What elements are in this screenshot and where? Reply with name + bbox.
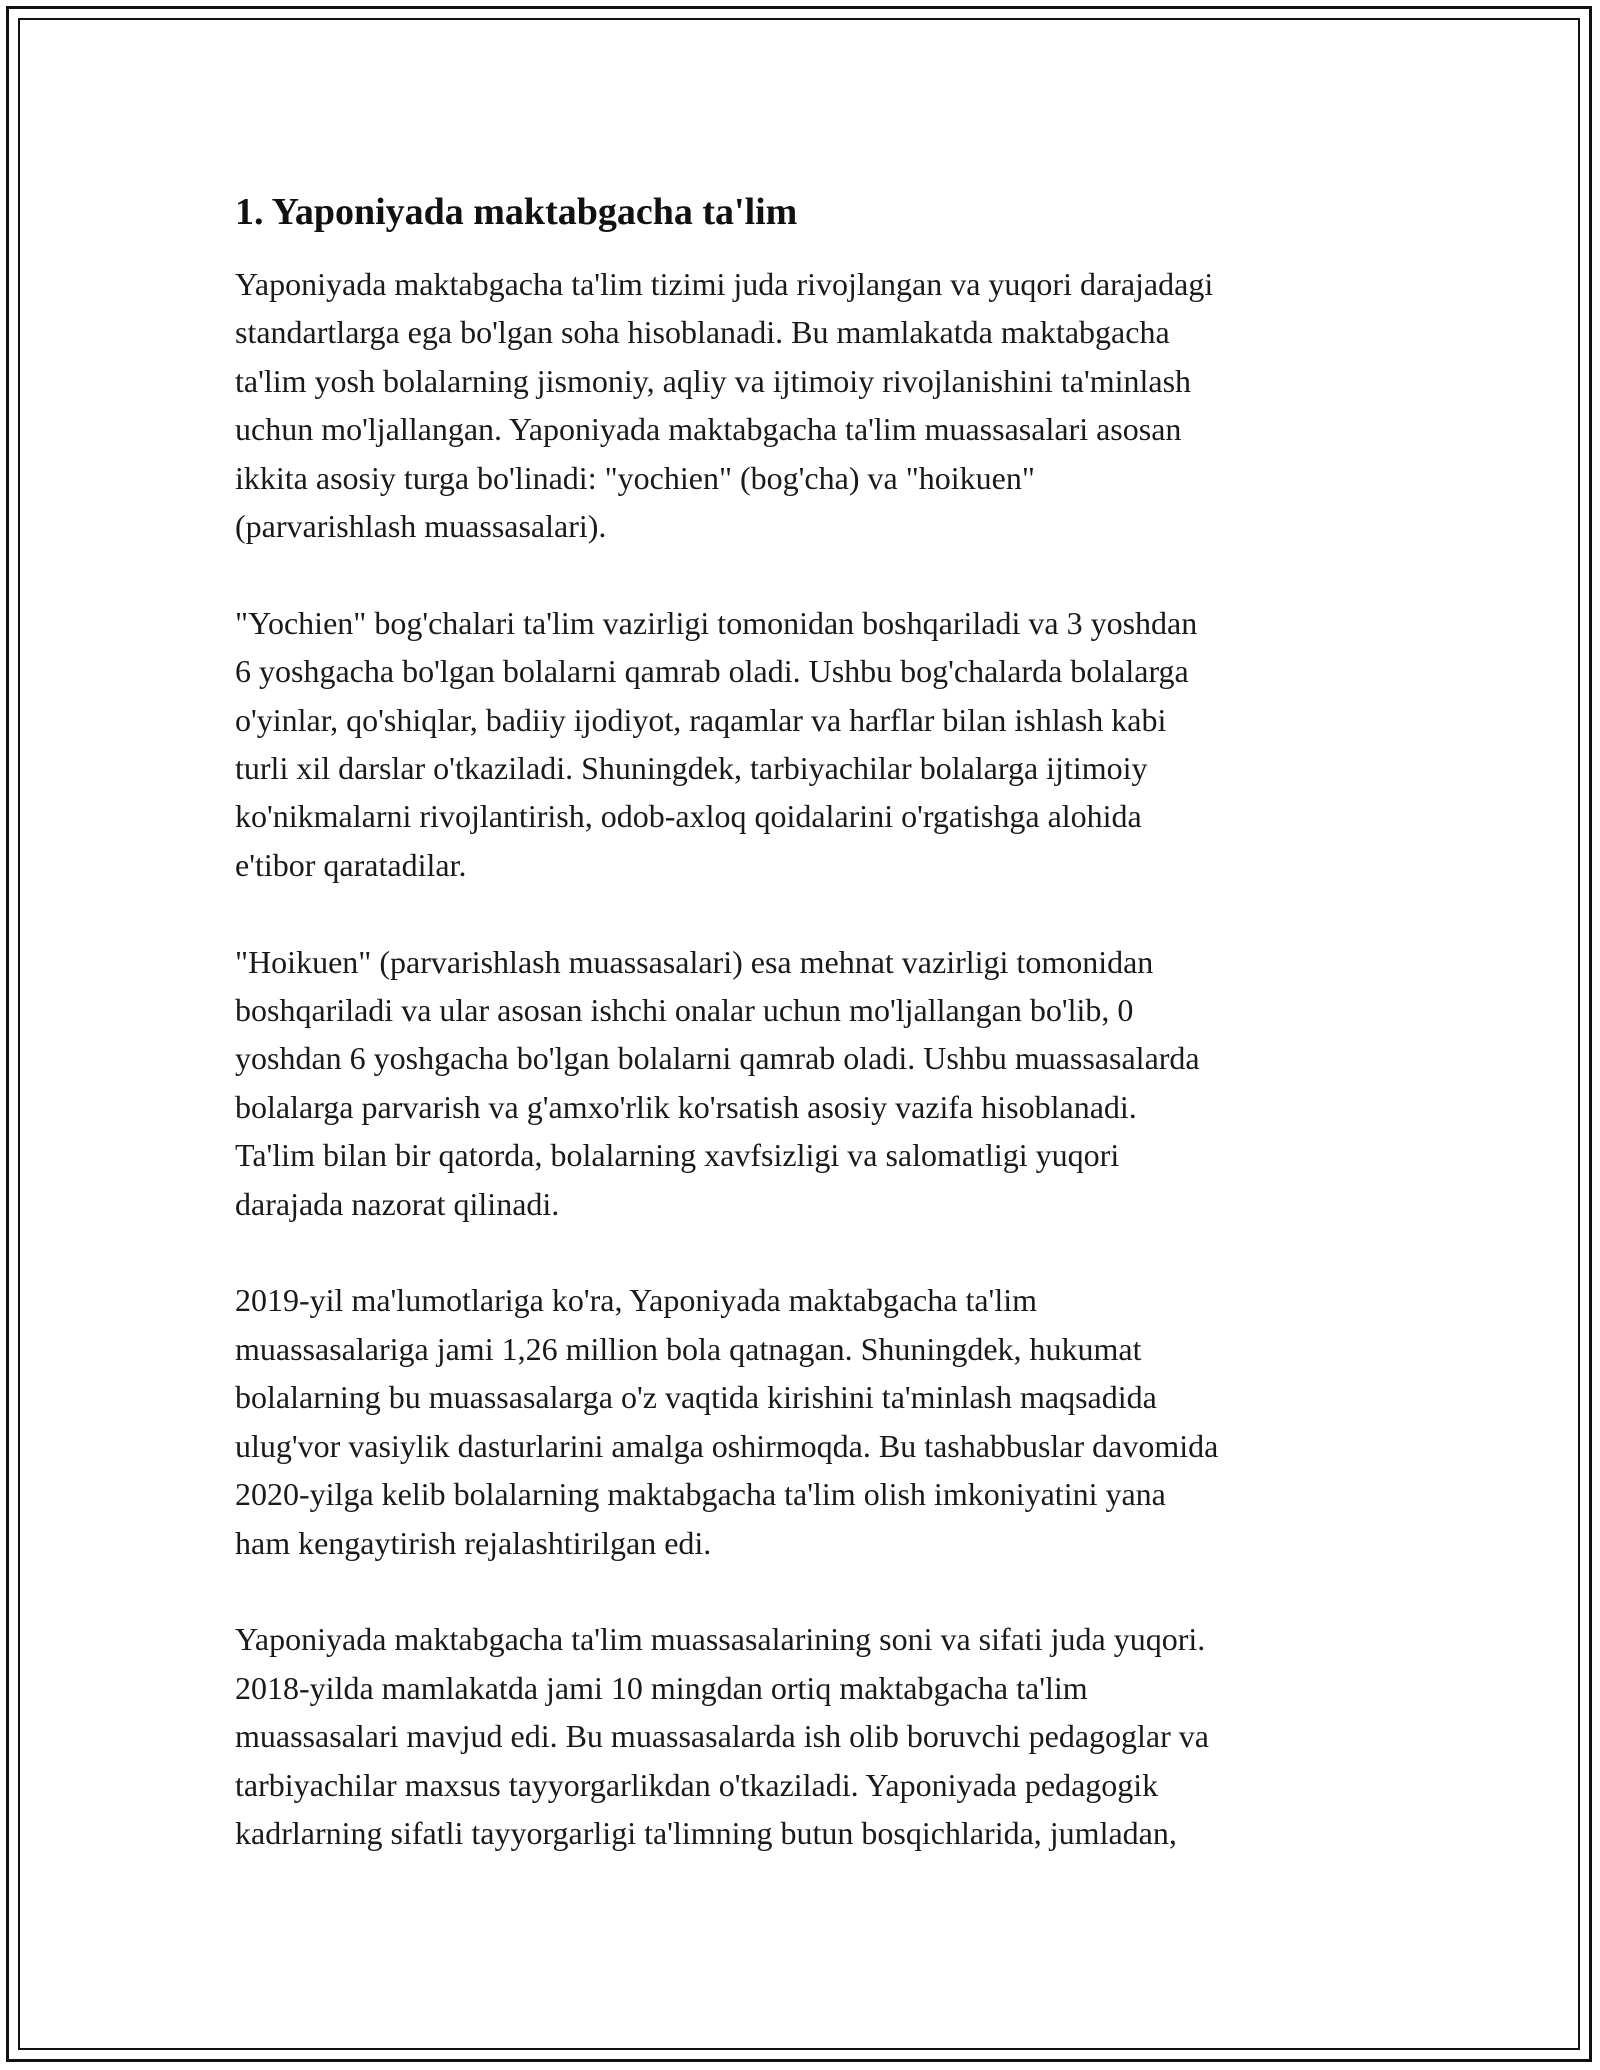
text-line: ta'lim yosh bolalarning jismoniy, aqliy va ijtimoiy rivojlanishini ta'minlash bbox=[235, 362, 1192, 399]
text-line: 2019-yil ma'lumotlariga ko'ra, Yaponiyada maktabgacha ta'lim bbox=[235, 1282, 1037, 1319]
text-line: Yaponiyada maktabgacha ta'lim muassasalarining soni va sifati juda yuqori. bbox=[235, 1621, 1206, 1658]
text-line: yoshdan 6 yoshgacha bo'lgan bolalarni qamrab oladi. Ushbu muassasalarda bbox=[235, 1040, 1200, 1077]
document-body bbox=[235, 184, 1395, 1906]
text-line: uchun mo'ljallangan. Yaponiyada maktabgacha ta'lim muassasalari asosan bbox=[235, 411, 1182, 448]
text-line: bolalarning bu muassasalarga o'z vaqtida kirishini ta'minlash maqsadida bbox=[235, 1379, 1157, 1416]
text-line: 2020-yilga kelib bolalarning maktabgacha ta'lim olish imkoniyatini yana bbox=[235, 1476, 1166, 1513]
text-line: darajada nazorat qilinadi. bbox=[235, 1185, 560, 1222]
section-heading: 1. Yaponiyada maktabgacha ta'lim bbox=[235, 191, 798, 233]
text-line: muassasalari mavjud edi. Bu muassasalarda ish olib boruvchi pedagoglar va bbox=[235, 1718, 1209, 1755]
paragraph-1 bbox=[235, 260, 1395, 550]
text-line: (parvarishlash muassasalari). bbox=[235, 508, 607, 545]
text-line: ulug'vor vasiylik dasturlarini amalga oshirmoqda. Bu tashabbuslar davomida bbox=[235, 1427, 1219, 1464]
text-line: 2018-yilda mamlakatda jami 10 mingdan ortiq maktabgacha ta'lim bbox=[235, 1669, 1088, 1706]
paragraph-3 bbox=[235, 938, 1395, 1228]
text-line: Yaponiyada maktabgacha ta'lim tizimi juda rivojlangan va yuqori darajadagi bbox=[235, 266, 1214, 302]
text-line: boshqariladi va ular asosan ishchi onalar uchun mo'ljallangan bo'lib, 0 bbox=[235, 992, 1134, 1029]
text-line: 6 yoshgacha bo'lgan bolalarni qamrab oladi. Ushbu bog'chalarda bolalarga bbox=[235, 653, 1189, 690]
text-line: e'tibor qaratadilar. bbox=[235, 846, 467, 883]
text-line: muassasalariga jami 1,26 million bola qatnagan. Shuningdek, hukumat bbox=[235, 1330, 1142, 1367]
text-line: o'yinlar, qo'shiqlar, badiiy ijodiyot, raqamlar va harflar bilan ishlash kabi bbox=[235, 701, 1167, 738]
text-line: "Hoikuen" (parvarishlash muassasalari) esa mehnat vazirligi tomonidan bbox=[235, 943, 1154, 980]
text-line: ham kengaytirish rejalashtirilgan edi. bbox=[235, 1524, 712, 1561]
text-line: standartlarga ega bo'lgan soha hisoblanadi. Bu mamlakatda maktabgacha bbox=[235, 314, 1170, 351]
text-line: "Yochien" bog'chalari ta'lim vazirligi tomonidan boshqariladi va 3 yoshdan bbox=[235, 604, 1198, 641]
text-line: ikkita asosiy turga bo'linadi: "yochien" (bog'cha) va "hoikuen" bbox=[235, 459, 1035, 496]
text-line: kadrlarning sifatli tayyorgarligi ta'limning butun bosqichlarida, jumladan, bbox=[235, 1814, 1177, 1851]
text-line: bolalarga parvarish va g'amxo'rlik ko'rsatish asosiy vazifa hisoblanadi. bbox=[235, 1088, 1137, 1125]
paragraph-2 bbox=[235, 599, 1395, 889]
text-line: ko'nikmalarni rivojlantirish, odob-axloq qoidalarini o'rgatishga alohida bbox=[235, 798, 1142, 835]
paragraph-4 bbox=[235, 1276, 1395, 1566]
text-line: tarbiyachilar maxsus tayyorgarlikdan o'tkaziladi. Yaponiyada pedagogik bbox=[235, 1766, 1159, 1803]
text-line: Ta'lim bilan bir qatorda, bolalarning xavfsizligi va salomatligi yuqori bbox=[235, 1137, 1120, 1174]
text-line: turli xil darslar o'tkaziladi. Shuningdek, tarbiyachilar bolalarga ijtimoiy bbox=[235, 750, 1148, 787]
paragraph-5 bbox=[235, 1615, 1395, 1857]
